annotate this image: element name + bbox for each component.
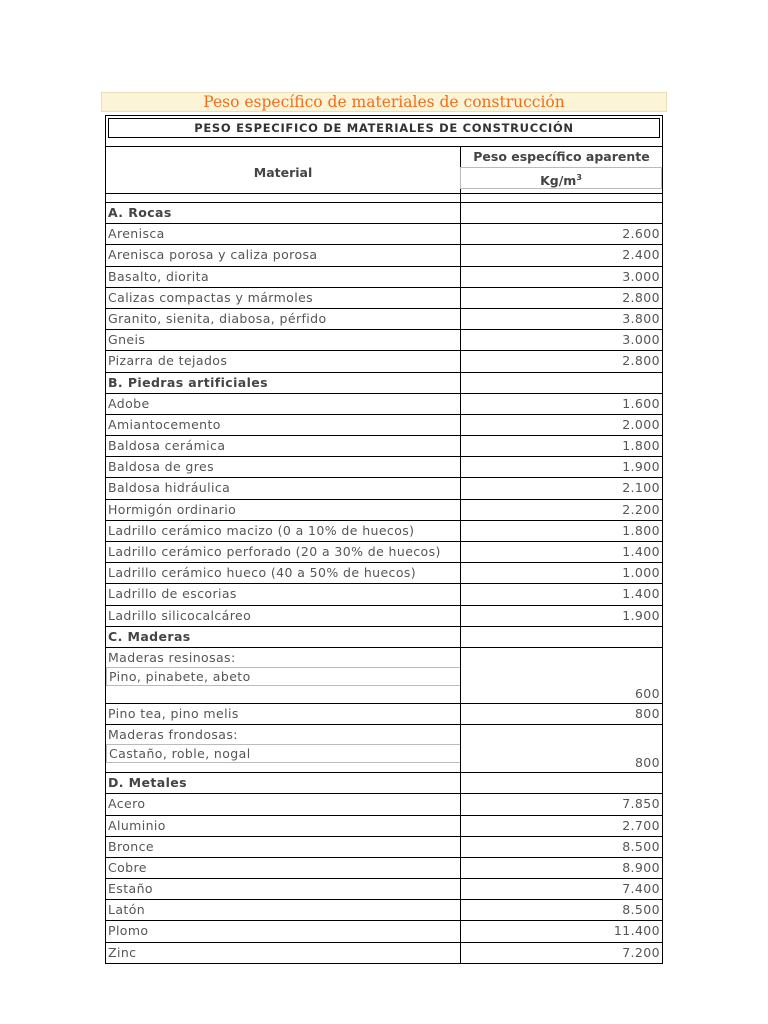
material-name: Granito, sienita, diabosa, pérfido [106,309,461,329]
table-row [106,943,662,963]
table-row [106,351,662,372]
material-value: 800 [634,705,660,721]
header-peso [461,147,662,193]
material-value: 7.200 [622,944,660,960]
material-name: Ladrillo cerámico perforado (20 a 30% de huecos) [106,542,461,562]
material-name: Hormigón ordinario [106,500,461,520]
section-piedras [106,373,662,394]
material-value: 600 [634,685,660,701]
section-title: C. Maderas [106,627,461,647]
material-name: Pizarra de tejados [106,351,461,371]
material-name: Adobe [106,394,461,414]
material-value: 1.000 [622,565,660,581]
table-row [106,245,662,266]
material-name: Ladrillo cerámico hueco (40 a 50% de huecos) [106,563,461,583]
material-value: 3.000 [622,268,660,284]
material-name: Baldosa hidráulica [106,478,461,498]
material-value: 1.800 [622,438,660,454]
material-name: Estaño [106,879,461,899]
material-name: Ladrillo de escorias [106,584,461,604]
material-name: Basalto, diorita [106,267,461,287]
table-row [106,394,662,415]
material-value: 3.800 [622,310,660,326]
material-value: 2.400 [622,247,660,263]
material-value: 7.850 [622,796,660,812]
material-value: 2.100 [622,480,660,496]
table-row [106,704,662,725]
table-row [106,309,662,330]
material-value: 800 [634,755,660,771]
material-value: 1.900 [622,459,660,475]
table-row [106,436,662,457]
material-value: 8.900 [622,859,660,875]
material-value: 1.800 [622,522,660,538]
table-row [106,879,662,900]
table-row [106,288,662,309]
material-value: 2.600 [622,226,660,242]
table-row [106,224,662,245]
material-name: Ladrillo silicocalcáreo [106,606,461,626]
table-row [106,457,662,478]
table-row [106,837,662,858]
material-value: 1.400 [622,586,660,602]
material-name: Zinc [106,943,461,963]
section-title: A. Rocas [106,203,461,223]
section-title: D. Metales [106,773,461,793]
table-row [106,330,662,351]
table-row [106,542,662,563]
table-row [106,794,662,815]
table-row [106,478,662,499]
material-value: 1.400 [622,544,660,559]
material-value: 8.500 [622,838,660,854]
material-name: Baldosa de gres [106,457,461,477]
table-header [106,146,662,194]
table-row [106,584,662,605]
material-value: 8.500 [622,902,660,918]
material-name: Aluminio [106,816,461,836]
header-peso-unit: $Kg/m^3$ [460,167,662,189]
table-row [106,858,662,879]
page-title: Peso específico de materiales de construcción [101,92,667,112]
table-row [106,816,662,837]
sheet-title: PESO ESPECIFICO DE MATERIALES DE CONSTRUCCIÓN [108,118,660,138]
materials-table [105,115,663,964]
header-material: Material [106,147,461,193]
table-row [106,648,662,704]
table-row [106,900,662,921]
material-name: Ladrillo cerámico macizo (0 a 10% de huecos) [106,521,461,541]
section-rocas [106,203,662,224]
material-name: Pino, pinabete, abeto [106,667,461,686]
table-row [106,415,662,436]
material-value: 2.000 [622,416,660,432]
table-row [106,521,662,542]
subgroup-label: Maderas frondosas: [108,727,238,743]
material-value: 3.000 [622,332,660,348]
material-value: 1.900 [622,607,660,623]
subgroup-label: Maderas resinosas: [108,649,236,665]
material-name: Amiantocemento [106,415,461,435]
material-name: Latón [106,900,461,920]
material-value: 1.600 [622,395,660,411]
material-name: Castaño, roble, nogal [106,744,461,763]
spacer-row [106,194,662,203]
header-peso-label: Peso específico aparente [473,149,650,164]
material-value: 11.400 [613,923,660,939]
table-row [106,267,662,288]
material-value: 2.800 [622,289,660,305]
material-name: Cobre [106,858,461,878]
material-name: Arenisca porosa y caliza porosa [106,245,461,265]
section-metales [106,773,662,794]
material-name: Pino tea, pino melis [106,704,461,724]
material-value: 2.200 [622,501,660,517]
material-value: 7.400 [622,881,660,897]
material-value: 2.700 [622,817,660,833]
material-value: 2.800 [622,353,660,369]
table-row [106,921,662,942]
table-row [106,500,662,521]
material-name: Calizas compactas y mármoles [106,288,461,308]
material-name: Bronce [106,837,461,857]
material-name: Plomo [106,921,461,941]
material-name: Gneis [106,330,461,350]
material-name: Baldosa cerámica [106,436,461,456]
table-row [106,606,662,627]
section-title: B. Piedras artificiales [106,373,461,393]
material-name: Acero [106,794,461,814]
table-row [106,725,662,773]
table-row [106,563,662,584]
section-maderas [106,627,662,648]
material-name: Arenisca [106,224,461,244]
